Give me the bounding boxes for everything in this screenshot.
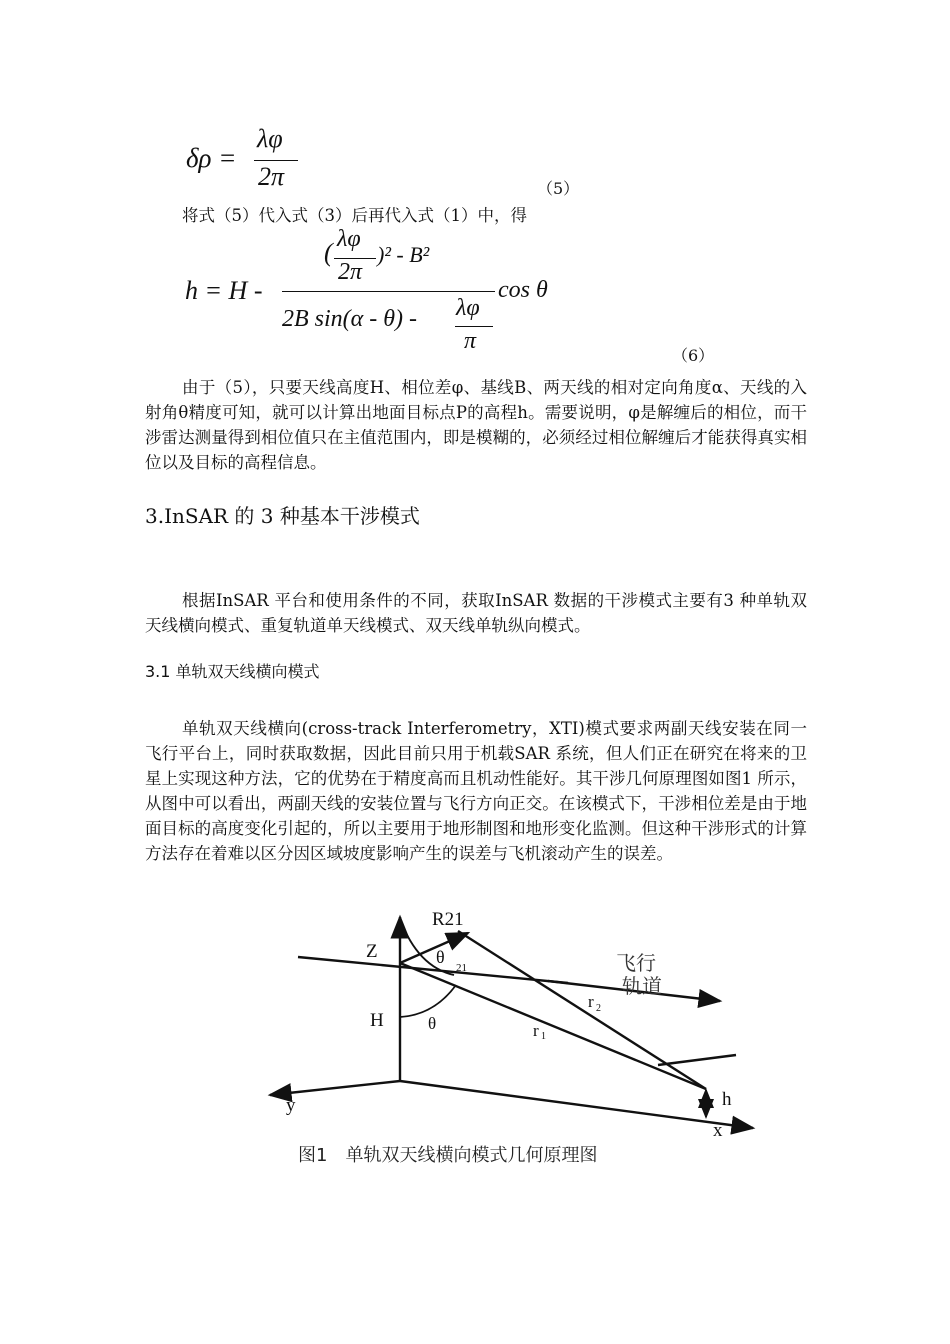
label-z: Z (366, 941, 378, 962)
formula6-den-fraction-numerator: λφ (456, 295, 480, 321)
x-axis-line (400, 1081, 753, 1128)
formula6-inner-denominator: 2π (338, 259, 363, 285)
formula6-inner-numerator: λφ (337, 226, 361, 252)
formula6-main-bar (282, 291, 495, 292)
label-theta21-sub: 21 (456, 962, 467, 974)
label-h-upper: H (370, 1010, 384, 1031)
label-flight-2: 轨道 (622, 974, 662, 998)
formula5-numerator: λφ (257, 124, 283, 153)
theta-arc (400, 985, 456, 1017)
formula6-paren-open: ( (324, 238, 333, 267)
label-flight-1: 飞行 (616, 951, 656, 975)
baseline-r21-line (400, 933, 468, 963)
label-theta21: θ (436, 947, 445, 967)
formula5-lhs: δρ = (186, 143, 237, 173)
paragraph-xti-description: 单轨双天线横向(cross-track Interferometry，XTI)模式要求两副天线安装在同一飞行平台上，同时获取数据，因此目前只用于机载SAR 系统，但人们正在研究在将来的卫星上实现这种方法，它的优势在于精度高而且机动性能好。其干涉几何原理图如图1 所示，从图中可以看出，两副天线的安装位置与飞行方向正交。在该模式下，干涉相位差是由于地面目标的高度变化引起的，所以主要用于地形制图和地形变化监测。但这种干涉形式的计算方法存在着难以区分因区域坡度影响产生的误差与飞机滚动产生的误差。 (145, 719, 807, 863)
label-x: x (713, 1120, 723, 1141)
formula5-denominator: 2π (258, 162, 285, 191)
paragraph-formula-explanation: 由于（5），只要天线高度H、相位差φ、基线B、两天线的相对定向角度α、天线的入射角θ精度可知，就可以计算出地面目标点P的高程h。需要说明，φ是解缠后的相位，而干涉雷达测量得到相位值只在主值范围内，即是模糊的，必须经过相位解缠后才能获得真实相位以及目标的高程信息。 (145, 378, 807, 472)
label-r21: R21 (432, 909, 464, 930)
label-r2-sub: 2 (596, 1003, 601, 1014)
subsection-heading: 3.1 单轨双天线横向模式 (145, 662, 320, 681)
formula5-number: （5） (537, 179, 580, 198)
geometry-diagram-svg (258, 903, 778, 1143)
formula6-cos-term: cos θ (498, 277, 548, 303)
target-plane-line (658, 1055, 736, 1065)
y-axis-line (270, 1081, 400, 1095)
formula6-den-fraction-denominator: π (464, 328, 477, 354)
track-upper-line (298, 957, 568, 983)
formula6-denominator-left: 2B sin(α - θ) - (282, 306, 418, 332)
label-r1: r (533, 1021, 539, 1040)
formula6-lhs: h = H - (185, 276, 263, 305)
section-heading: 3.InSAR 的 3 种基本干涉模式 (145, 504, 420, 528)
r2-range-line (458, 931, 706, 1089)
formula6-number: （6） (672, 346, 715, 365)
label-theta: θ (428, 1014, 437, 1033)
label-y: y (286, 1095, 296, 1116)
label-r2: r (588, 992, 594, 1011)
label-r1-sub: 1 (541, 1031, 546, 1042)
figure-1-caption: 图1 单轨双天线横向模式几何原理图 (298, 1145, 598, 1166)
paragraph-modes-overview: 根据InSAR 平台和使用条件的不同，获取InSAR 数据的干涉模式主要有3 种单轨双天线横向模式、重复轨道单天线模式、双天线单轨纵向模式。 (145, 591, 807, 635)
substitution-line: 将式（5）代入式（3）后再代入式（1）中，得 (182, 206, 527, 225)
label-h-lower: h (722, 1089, 732, 1110)
formula6-square-minus-b2: )² - B² (377, 242, 430, 267)
figure-1-diagram (258, 903, 778, 1143)
